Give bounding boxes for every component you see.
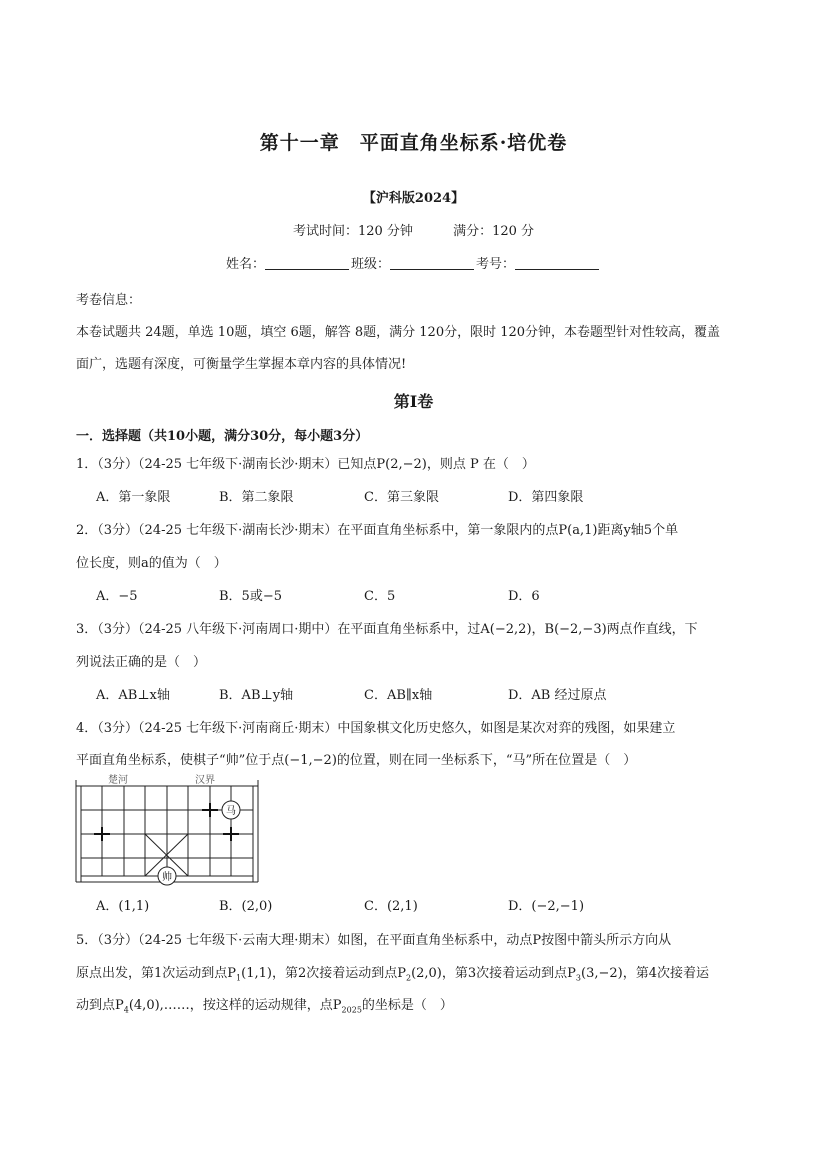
q1-option-a[interactable]: A．第一象限 — [96, 490, 171, 505]
part1-heading: 一．选择题（共10小题，满分30分，每小题3分） — [76, 429, 369, 444]
q5-text-g: 的坐标是（ ） — [361, 998, 453, 1013]
q3-option-c[interactable]: C．AB∥x轴 — [364, 688, 433, 703]
question-1: 1．（3分）（24-25 七年级下·湖南长沙·期末）已知点P(2,−2)，则点 P 在（ ） — [76, 457, 535, 472]
q2-option-c[interactable]: C．5 — [364, 589, 396, 604]
q4-option-b[interactable]: B．(2,0) — [219, 899, 273, 914]
info-label: 考卷信息： — [76, 293, 142, 308]
info-line-2: 面广，选题有深度，可衡量学生掌握本章内容的具体情况! — [76, 357, 407, 372]
piece-shuai-label: 帅 — [162, 872, 172, 883]
question-2-line-1: 2．（3分）（24-25 七年级下·湖南长沙·期末）在平面直角坐标系中，第一象限内的点P(a,1)距离y轴5个单 — [76, 523, 679, 538]
class-label: 班级： — [350, 257, 390, 272]
board-text-right: 汉界 — [195, 775, 215, 786]
q5-sub-3: 3 — [575, 973, 581, 983]
piece-ma-label: 马 — [226, 806, 236, 817]
question-4-line-2: 平面直角坐标系，使棋子“帅”位于点(−1,−2)的位置，则在同一坐标系下，“马”所在位置是（ ） — [76, 753, 637, 768]
class-blank[interactable] — [390, 256, 474, 270]
q3-option-d[interactable]: D．AB 经过原点 — [508, 688, 607, 703]
q5-sub-1: 1 — [236, 973, 242, 983]
name-label: 姓名： — [225, 257, 265, 272]
q3-option-b[interactable]: B．AB⊥y轴 — [219, 688, 294, 703]
q2-option-d[interactable]: D．6 — [508, 589, 540, 604]
q5-text-c: (2,0)，第3次接着运动到点P — [411, 966, 576, 981]
question-5-line-1: 5．（3分）（24-25 七年级下·云南大理·期末）如图，在平面直角坐标系中，动点P按图中箭头所示方向从 — [76, 933, 672, 948]
full-score: 满分：120 分 — [453, 224, 535, 239]
board-text-left: 楚河 — [108, 775, 128, 786]
q2-option-a[interactable]: A．−5 — [96, 589, 138, 604]
q4-option-d[interactable]: D．(−2,−1) — [508, 899, 585, 914]
edition-label: 【沪科版2024】 — [362, 191, 465, 206]
info-line-1: 本卷试题共 24题，单选 10题，填空 6题，解答 8题，满分 120分，限时 120分钟，本卷题型针对性较高，覆盖 — [76, 325, 721, 340]
chess-board-figure — [74, 774, 260, 886]
q2-option-b[interactable]: B．5或−5 — [219, 589, 282, 604]
q5-sub-4: 4 — [123, 1005, 129, 1015]
q5-text-a: 原点出发，第1次运动到点P — [76, 966, 237, 981]
q4-option-a[interactable]: A．(1,1) — [96, 899, 150, 914]
q5-text-e: 动到点P — [76, 998, 124, 1013]
q4-option-c[interactable]: C．(2,1) — [364, 899, 418, 914]
exam-meta — [0, 220, 827, 239]
q5-sub-2025: 2025 — [341, 1005, 362, 1015]
q1-option-d[interactable]: D．第四象限 — [508, 490, 584, 505]
question-3-line-1: 3．（3分）（24-25 八年级下·河南周口·期中）在平面直角坐标系中，过A(−2,2)，B(−2,−3)两点作直线，下 — [76, 622, 698, 637]
question-5-line-3 — [76, 994, 453, 1015]
name-blank[interactable] — [265, 256, 349, 270]
page-title: 第十一章 平面直角坐标系·培优卷 — [259, 132, 568, 154]
q5-text-b: (1,1)，第2次接着运动到点P — [241, 966, 406, 981]
question-5-line-2 — [76, 962, 709, 983]
question-3-line-2: 列说法正确的是（ ） — [76, 655, 207, 670]
q1-option-c[interactable]: C．第三象限 — [364, 490, 439, 505]
q5-text-d: (3,−2)，第4次接着运 — [581, 966, 709, 981]
number-blank[interactable] — [515, 256, 599, 270]
number-label: 考号： — [476, 257, 516, 272]
q1-option-b[interactable]: B．第二象限 — [219, 490, 294, 505]
question-4-line-1: 4．（3分）（24-25 七年级下·河南商丘·期末）中国象棋文化历史悠久，如图是某次对弈的残图，如果建立 — [76, 721, 676, 736]
q5-sub-2: 2 — [405, 973, 412, 983]
q3-option-a[interactable]: A．AB⊥x轴 — [96, 688, 170, 703]
student-info — [0, 253, 827, 272]
section-title: 第Ⅰ卷 — [393, 392, 434, 411]
q5-text-f: (4,0),……，按这样的运动规律，点P — [128, 998, 342, 1013]
exam-time: 考试时间：120 分钟 — [292, 224, 413, 239]
question-2-line-2: 位长度，则a的值为（ ） — [76, 556, 227, 571]
